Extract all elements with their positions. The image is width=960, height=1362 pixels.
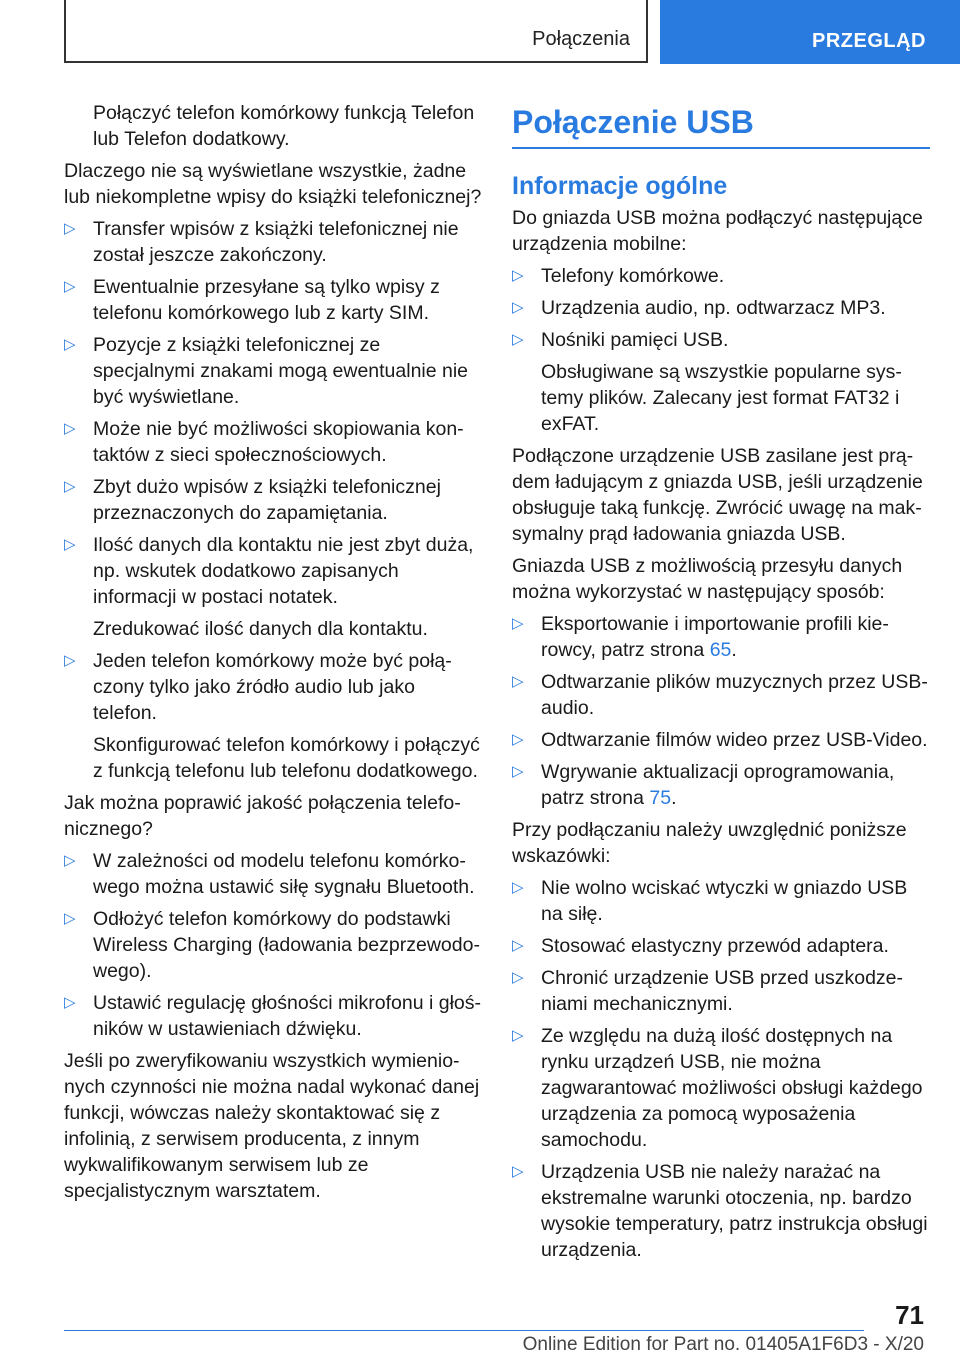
list-item-text: Transfer wpisów z książki telefonicznej nie został jeszcze zakończony. [93,218,459,266]
list-item-text: Odtwarzanie plików muzycznych przez USB-audio. [541,671,928,719]
bullet-triangle-icon: ▷ [512,1163,524,1180]
subsection-heading: Informacje ogólne [512,172,728,200]
list-item [64,416,482,468]
bullet-triangle-icon: ▷ [64,220,76,237]
page-reference-link[interactable]: 75 [649,787,672,809]
bullet-triangle-icon: ▷ [64,278,76,295]
question: Jak można poprawić jakość połączenia telefonicznego? [64,792,461,840]
list-item [512,327,930,353]
list-item [64,332,482,410]
list-item [64,648,482,726]
bullet-triangle-icon: ▷ [64,336,76,353]
page-number: 71 [895,1300,924,1330]
list-item [512,263,930,289]
chapter-title: PRZEGLĄD [812,30,926,52]
chapter-tab [660,0,960,64]
list-item [64,906,482,984]
list-item-note: Obsługiwane są wszystkie popularne systemy plików. Zalecany jest format FAT32 i exFAT. [541,361,902,435]
bullet-triangle-icon: ▷ [512,331,524,348]
list-item [512,611,930,663]
section-title: Połączenia [532,28,630,50]
list-item-text: Stosować elastyczny przewód adaptera. [541,935,889,957]
list-item [64,990,482,1042]
list-item [512,875,930,927]
paragraph: Podłączone urządzenie USB zasilane jest prądem ładującym z gniazda USB, jeśli urządzenie obsługuje taką funkcję. Zwrócić uwagę na maksymalny prąd ładowania gniazda USB. [512,445,923,545]
period: . [671,787,677,809]
list-item-text: Chronić urządzenie USB przed uszkodzeniami mechanicznymi. [541,967,904,1015]
list-item [64,848,482,900]
bullet-triangle-icon: ▷ [64,536,76,553]
list-item [512,933,930,959]
list-item-text: Nie wolno wciskać wtyczki w gniazdo USB na siłę. [541,877,908,925]
list-item [64,474,482,526]
bullet-triangle-icon: ▷ [64,994,76,1011]
list-item [512,669,930,721]
list-item [512,727,930,753]
left-column [64,100,482,1210]
bullet-triangle-icon: ▷ [512,267,524,284]
paragraph: Jeśli po zweryfikowaniu wszystkich wymienionych czynności nie można nadal wykonać danej funkcji, wówczas należy skontaktować się z infolinią, z serwisem producenta, z innym wykwalifikowanym serwisem lub ze specjalistycznym warsztatem. [64,1050,480,1202]
bullet-triangle-icon: ▷ [512,731,524,748]
list-item-text: Ze względu na dużą ilość dostępnych na rynku urządzeń USB, nie można zagwarantować możliwości obsługi każdego urządzenia za pomocą wyposażenia samochodu. [541,1025,923,1151]
bullet-triangle-icon: ▷ [512,673,524,690]
list-item-text: Jeden telefon komórkowy może być połączony tylko jako źródło audio lub jako telefon. [93,650,452,724]
list-item-text: Telefony komórkowe. [541,265,725,287]
question: Dlaczego nie są wyświetlane wszystkie, żadne lub niekompletne wpisy do książki telefonicznej? [64,160,482,208]
bullet-triangle-icon: ▷ [64,910,76,927]
footer-divider [64,1330,864,1331]
list-item [64,532,482,610]
list-item-note: Zredukować ilość danych dla kontaktu. [93,618,428,640]
bullet-triangle-icon: ▷ [64,852,76,869]
list-item-text: Ilość danych dla kontaktu nie jest zbyt duża, np. wskutek dodatkowo zapisanych informacji w postaci notatek. [93,534,474,608]
bullet-triangle-icon: ▷ [512,879,524,896]
paragraph: Gniazda USB z możliwością przesyłu danych można wykorzystać w następujący sposób: [512,555,903,603]
list-item-text: Ewentualnie przesyłane są tylko wpisy z telefonu komórkowego lub z karty SIM. [93,276,440,324]
bullet-triangle-icon: ▷ [512,763,524,780]
bullet-triangle-icon: ▷ [512,937,524,954]
paragraph: Do gniazda USB można podłączyć następujące urządzenia mobilne: [512,207,923,255]
bullet-triangle-icon: ▷ [64,652,76,669]
page-header [0,0,960,66]
footer-edition: Online Edition for Part no. 01405A1F6D3 - X/20 [522,1334,924,1355]
section-heading: Połączenie USB [512,102,930,149]
bullet-triangle-icon: ▷ [512,1027,524,1044]
section-tab [64,0,648,63]
list-item-text: Wgrywanie aktualizacji oprogramowania, patrz strona [541,761,895,809]
list-item-text: Zbyt dużo wpisów z książki telefonicznej przeznaczonych do zapamiętania. [93,476,441,524]
list-item [512,1023,930,1153]
period: . [731,639,737,661]
bullet-triangle-icon: ▷ [512,969,524,986]
list-item-text: Nośniki pamięci USB. [541,329,729,351]
list-item [64,274,482,326]
bullet-triangle-icon: ▷ [64,478,76,495]
list-item [512,295,930,321]
list-item [512,759,930,811]
list-item [64,216,482,268]
paragraph: Połączyć telefon komórkowy funkcją Telefon lub Telefon dodatkowy. [93,102,475,150]
list-item [512,1159,930,1263]
list-item-text: Urządzenia USB nie należy narażać na ekstremalne warunki otoczenia, np. bardzo wysokie temperatury, patrz instrukcja obsługi urządzenia. [541,1161,928,1261]
list-item-text: Ustawić regulację głośności mikrofonu i głośników w ustawieniach dźwięku. [93,992,481,1040]
bullet-triangle-icon: ▷ [512,299,524,316]
right-column [512,100,930,1269]
list-item-text: Może nie być możliwości skopiowania kontaktów z sieci społecznościowych. [93,418,464,466]
list-item-text: Odtwarzanie filmów wideo przez USB-Video. [541,729,928,751]
paragraph: Przy podłączaniu należy uwzględnić poniższe wskazówki: [512,819,907,867]
bullet-triangle-icon: ▷ [64,420,76,437]
list-item-text: W zależności od modelu telefonu komórkowego można ustawić siłę sygnału Bluetooth. [93,850,475,898]
list-item-note: Skonfigurować telefon komórkowy i połączyć z funkcją telefonu lub telefonu dodatkowego. [93,734,480,782]
list-item-text: Odłożyć telefon komórkowy do podstawki Wireless Charging (ładowania bezprzewodowego). [93,908,480,982]
list-item [512,965,930,1017]
list-item-text: Urządzenia audio, np. odtwarzacz MP3. [541,297,886,319]
list-item-text: Pozycje z książki telefonicznej ze specjalnymi znakami mogą ewentualnie nie być wyświetlane. [93,334,469,408]
bullet-triangle-icon: ▷ [512,615,524,632]
page-reference-link[interactable]: 65 [709,639,732,661]
list-item-text: Eksportowanie i importowanie profili kierowcy, patrz strona [541,613,889,661]
